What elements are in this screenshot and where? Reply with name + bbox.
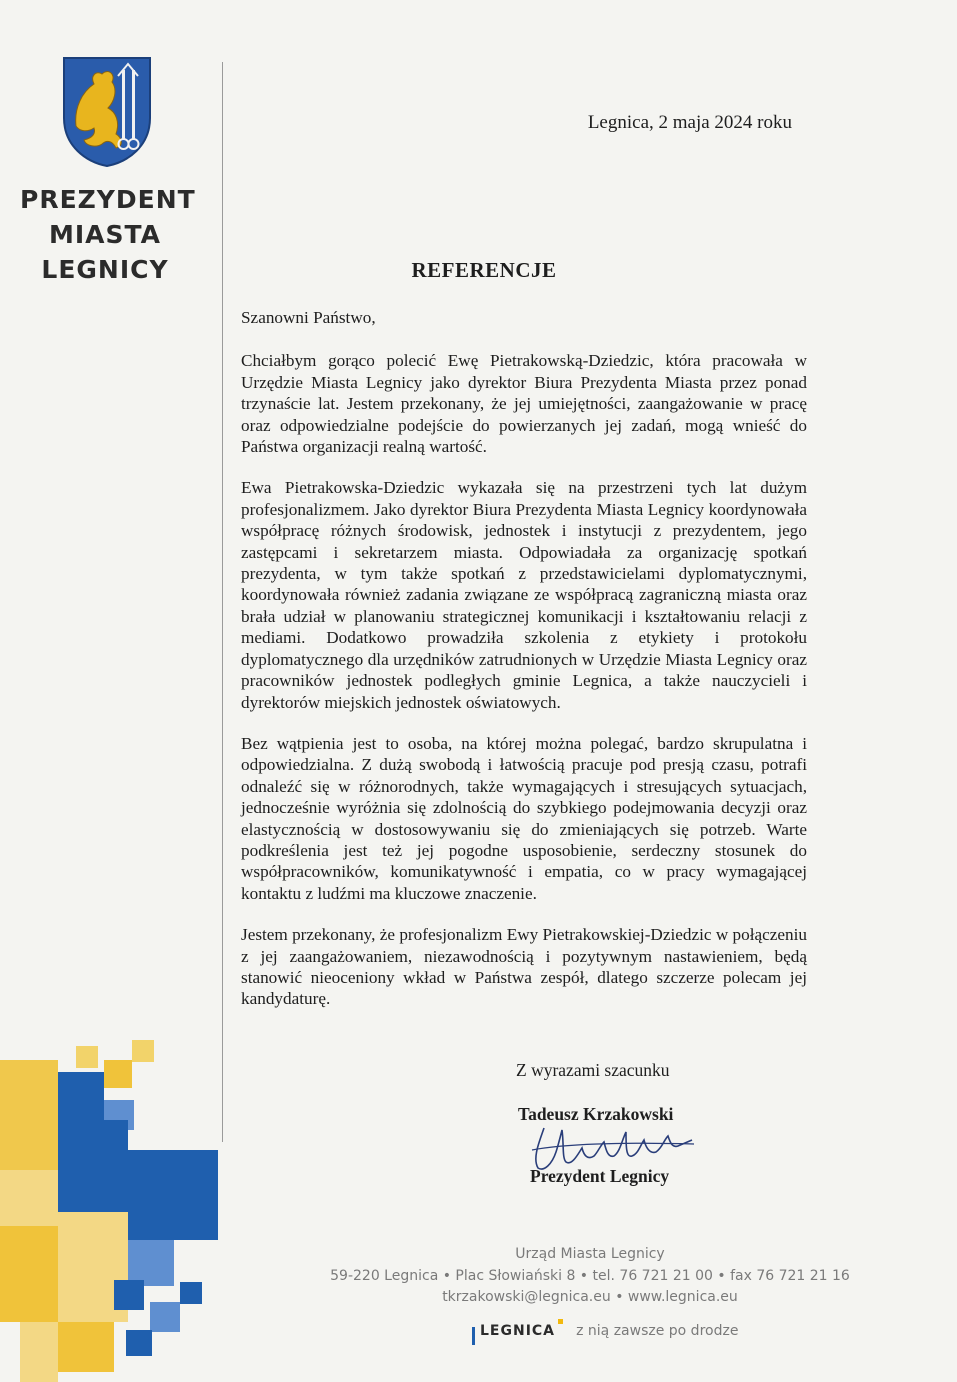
paragraph: Chciałbym gorąco polecić Ewę Pietrakowską-Dziedzic, która pracowała w Urzędzie Miasta Legnicy jako dyrektor Biura Prezydenta Miasta przez ponad trzynaście lat. Jestem przekonany, że jej umiejętności, zaangażowanie w pracę oraz odpowiedzialne podejście do powierzanych jej zadań, mogą wnieść do Państwa organizacji realną wartość. xyxy=(241,351,807,457)
paragraph: Jestem przekonany, że profesjonalizm Ewy Pietrakowskiej-Dziedzic w połączeniu z jej zaangażowaniem, niezawodnością i pozytywnym nastawieniem, będą stanowić nieoceniony wkład w Państwa zespół, dlatego szczerze polecam jej kandydaturę. xyxy=(241,925,807,1009)
office-title-line: PREZYDENT xyxy=(20,185,196,214)
letter-date: Legnica, 2 maja 2024 roku xyxy=(587,112,792,133)
office-title-line: MIASTA xyxy=(49,220,161,249)
signer-role: Prezydent Legnicy xyxy=(530,1166,670,1186)
letter-body xyxy=(241,307,807,1030)
decorative-mosaic xyxy=(0,1030,230,1382)
letter-heading: REFERENCJE xyxy=(411,258,557,282)
footer-contact: tkrzakowski@legnica.eu • www.legnica.eu xyxy=(442,1289,738,1305)
brand-tagline: z nią zawsze po drodze xyxy=(576,1322,739,1339)
office-title-line: LEGNICY xyxy=(41,255,169,284)
footer xyxy=(330,1244,850,1309)
legnica-logo xyxy=(470,1323,555,1339)
brand-name: LEGNICA xyxy=(480,1322,556,1339)
salutation: Szanowni Państwo, xyxy=(241,308,376,327)
brand-logo xyxy=(470,1320,738,1356)
logo-bar xyxy=(472,1327,475,1345)
footer-office: Urząd Miasta Legnicy xyxy=(515,1246,665,1262)
divider-line xyxy=(222,62,223,1142)
paragraph: Ewa Pietrakowska-Dziedzic wykazała się na przestrzeni tych lat dużym profesjonalizmem. Jako dyrektor Biura Prezydenta Miasta Legnicy koordynowała współpracę różnych środowisk, jednostek i instytucji z prezydentem, jego zastępcami i sekretarzem miasta. Odpowiadała za organizację spotkań prezydenta, w tym także spotkań z przedstawicielami dyplomatycznymi, koordynowała również zadania związane ze współpracą zagraniczną miasta oraz brała udział w planowaniu strategicznej komunikacji i kształtowaniu relacji z mediami. Dodatkowo prowadziła szkolenia z etykiety i protokołu dyplomatycznego dla urzędników zatrudnionych w Urzędzie Miasta Legnicy oraz pracowników jednostek podległych gminie Legnica, a także nauczycieli i dyrektorów miejskich jednostek oświatowych. xyxy=(241,478,807,712)
paragraph: Bez wątpienia jest to osoba, na której można polegać, bardzo skrupulatna i odpowiedzialna. Z dużą swobodą i łatwością pracuje pod presją czasu, potrafi odnaleźć się w różnorodnych, także wymagających i stresujących sytuacjach, jednocześnie wyróżnia się zdolnością do szybkiego podejmowania decyzji oraz elastycznością w dostosowywaniu się do zmieniających się potrzeb. Warte podkreślenia jest też jej pogodne usposobienie, serdeczny stosunek do współpracowników, komunikatywność i empatia, co w pracy wymagającej kontaktu z ludźmi ma kluczowe znaczenie. xyxy=(241,733,807,903)
logo-dot xyxy=(558,1319,563,1324)
signer-name: Tadeusz Krzakowski xyxy=(518,1104,674,1124)
closing: Z wyrazami szacunku xyxy=(516,1060,670,1080)
legnica-coat-of-arms-icon xyxy=(62,56,152,168)
office-title xyxy=(20,182,196,287)
footer-address: 59-220 Legnica • Plac Słowiański 8 • tel. 76 721 21 00 • fax 76 721 21 16 xyxy=(330,1267,850,1284)
